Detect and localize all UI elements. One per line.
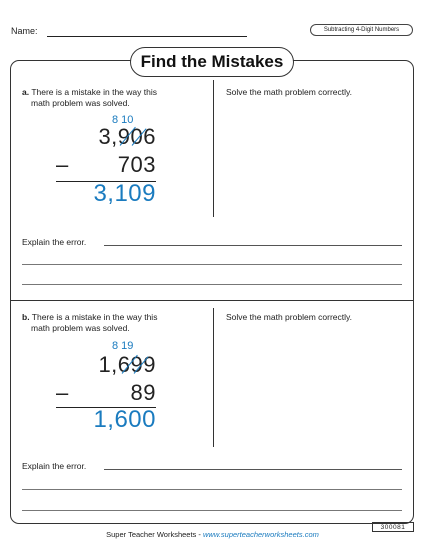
- prompt-a-line1: There is a mistake in the way this: [31, 87, 157, 97]
- problem-letter-a: a.: [22, 87, 30, 97]
- problem-a-work: [56, 112, 156, 212]
- explain-field-a[interactable]: [104, 245, 402, 246]
- footer-url-link[interactable]: www.superteacherworksheets.com: [202, 530, 319, 539]
- section-divider: [10, 300, 414, 301]
- write-line-a2[interactable]: [22, 284, 402, 285]
- write-line-b1[interactable]: [22, 489, 402, 490]
- prompt-a: [22, 87, 157, 109]
- problem-b-work: [56, 340, 156, 440]
- column-divider-a: [213, 80, 214, 217]
- page-title: Find the Mistakes: [130, 47, 294, 77]
- name-label: Name:: [11, 26, 38, 36]
- footer: [0, 530, 425, 539]
- bottom-number-b: 89: [130, 380, 156, 405]
- top-number-b: 1,699: [98, 352, 156, 377]
- problem-letter-b: b.: [22, 312, 30, 322]
- minus-sign-a: –: [56, 152, 69, 177]
- write-line-a1[interactable]: [22, 264, 402, 265]
- bottom-number-a: 703: [117, 152, 156, 177]
- name-field[interactable]: [47, 36, 247, 37]
- answer-a: 3,109: [93, 180, 156, 207]
- topic-badge: Subtracting 4-Digit Numbers: [310, 24, 413, 36]
- prompt-b-line1: There is a mistake in the way this: [31, 312, 158, 322]
- write-line-b2[interactable]: [22, 510, 402, 511]
- minus-sign-b: –: [56, 380, 69, 405]
- explain-field-b[interactable]: [104, 469, 402, 470]
- prompt-b: [22, 312, 157, 334]
- top-number-a: 3,906: [98, 124, 156, 149]
- prompt-a-line2: math problem was solved.: [31, 98, 130, 108]
- borrow-digits-a: 8 10: [112, 114, 134, 126]
- solve-label-a: Solve the math problem correctly.: [226, 87, 352, 97]
- footer-brand: Super Teacher Worksheets: [106, 530, 197, 539]
- explain-label-b: Explain the error.: [22, 461, 87, 471]
- footer-separator: -: [196, 530, 203, 539]
- answer-b: 1,600: [93, 406, 156, 433]
- worksheet-code: 300081: [372, 522, 414, 532]
- column-divider-b: [213, 308, 214, 447]
- solve-label-b: Solve the math problem correctly.: [226, 312, 352, 322]
- borrow-digits-b: 8 19: [112, 340, 134, 352]
- explain-label-a: Explain the error.: [22, 237, 87, 247]
- prompt-b-line2: math problem was solved.: [31, 323, 130, 333]
